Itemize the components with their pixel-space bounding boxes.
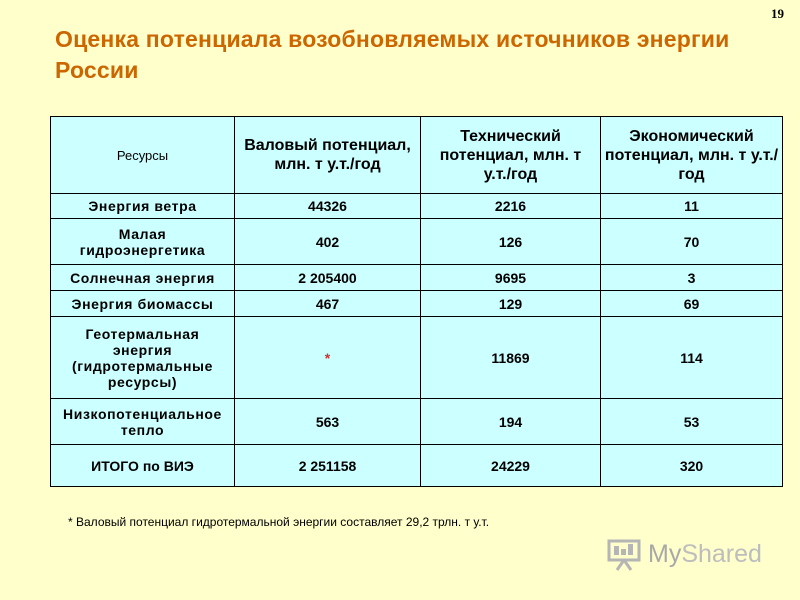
header-resources: Ресурсы (51, 117, 235, 194)
cell-technical: 2216 (421, 194, 601, 219)
cell-gross: 2 205400 (235, 265, 421, 291)
cell-technical: 194 (421, 399, 601, 445)
header-technical-potential: Технический потенциал, млн. т у.т./год (421, 117, 601, 194)
cell-gross: 467 (235, 291, 421, 317)
row-label: Геотермальная энергия (гидротермальные ресурсы) (51, 317, 235, 399)
row-label: Солнечная энергия (51, 265, 235, 291)
cell-economic: 70 (601, 219, 783, 265)
row-label: Энергия ветра (51, 194, 235, 219)
cell-economic: 69 (601, 291, 783, 317)
table-row-total (51, 445, 783, 487)
cell-gross: 2 251158 (235, 445, 421, 487)
table-row (51, 219, 783, 265)
cell-economic: 11 (601, 194, 783, 219)
table-header-row (51, 117, 783, 194)
table-row (51, 317, 783, 399)
footnote: * Валовый потенциал гидротермальной энергии составляет 29,2 трлн. т у.т. (68, 515, 490, 529)
table-row (51, 194, 783, 219)
cell-economic: 53 (601, 399, 783, 445)
myshared-logo[interactable] (606, 534, 762, 574)
cell-economic: 3 (601, 265, 783, 291)
cell-gross: 563 (235, 399, 421, 445)
cell-technical: 9695 (421, 265, 601, 291)
cell-gross: 44326 (235, 194, 421, 219)
potential-table (50, 116, 783, 487)
logo-wordmark: MyShared (648, 539, 762, 568)
cell-gross: 402 (235, 219, 421, 265)
cell-technical: 24229 (421, 445, 601, 487)
header-gross-potential: Валовый потенциал, млн. т у.т./год (235, 117, 421, 194)
header-economic-potential: Экономический потенциал, млн. т у.т./год (601, 117, 783, 194)
table-row (51, 291, 783, 317)
cell-technical: 126 (421, 219, 601, 265)
table-row (51, 265, 783, 291)
table-row (51, 399, 783, 445)
slide-title: Оценка потенциала возобновляемых источников энергии России (55, 26, 730, 83)
row-label: Малая гидроэнергетика (51, 219, 235, 265)
page-number: 19 (771, 6, 784, 21)
cell-economic: 320 (601, 445, 783, 487)
cell-technical: 11869 (421, 317, 601, 399)
projector-screen-icon (606, 536, 642, 572)
cell-economic: 114 (601, 317, 783, 399)
cell-technical: 129 (421, 291, 601, 317)
row-label: Низкопотенциальное тепло (51, 399, 235, 445)
row-label: ИТОГО по ВИЭ (51, 445, 235, 487)
cell-gross: * (235, 317, 421, 399)
row-label: Энергия биомассы (51, 291, 235, 317)
